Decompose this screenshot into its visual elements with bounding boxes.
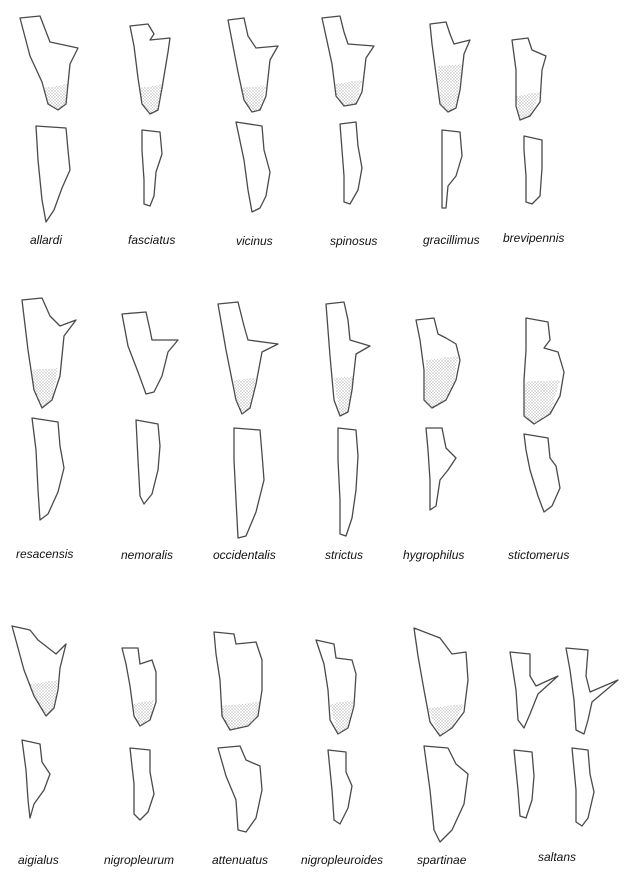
species-label: resacensis (16, 547, 74, 561)
spartinae-lower-drawing (424, 746, 468, 842)
specimen-nemoralis (121, 312, 178, 562)
nigropleurum-lower-drawing (130, 748, 154, 820)
hygrophilus-upper-stipple (424, 356, 458, 408)
aigialus-lower-drawing (22, 740, 50, 818)
specimen-occidentalis (213, 302, 278, 562)
saltans-lower-left-drawing (514, 750, 534, 818)
specimen-resacensis (16, 298, 76, 561)
hygrophilus-lower-drawing (426, 428, 456, 510)
spinosus-lower-drawing (340, 122, 362, 204)
attenuatus-lower-drawing (218, 746, 262, 832)
species-label: vicinus (236, 234, 273, 248)
nemoralis-lower-drawing (136, 420, 160, 504)
strictus-lower-drawing (338, 428, 358, 536)
species-label: saltans (538, 850, 577, 864)
stictomerus-lower-drawing (524, 434, 560, 512)
species-label: attenuatus (212, 853, 269, 867)
species-label: nemoralis (121, 548, 174, 562)
specimen-allardi (20, 16, 78, 247)
brevipennis-lower-drawing (524, 136, 542, 204)
specimen-aigialus (12, 626, 66, 867)
species-label: fasciatus (128, 233, 176, 247)
specimen-brevipennis (503, 38, 564, 245)
species-label: aigialus (18, 853, 59, 867)
species-label: strictus (325, 548, 364, 562)
allardi-lower-drawing (36, 126, 70, 222)
specimen-saltans (510, 648, 618, 864)
nigropleurum-upper-stipple (132, 700, 154, 726)
gracillimus-lower-drawing (442, 130, 462, 208)
species-label: nigropleuroides (301, 853, 384, 867)
specimen-fasciatus (128, 24, 175, 247)
saltans-upper-left-drawing (510, 652, 558, 728)
species-label: hygrophilus (403, 548, 465, 562)
species-label: spinosus (330, 234, 378, 248)
specimen-gracillimus (423, 22, 480, 247)
resacensis-lower-drawing (32, 418, 64, 520)
saltans-lower-right-drawing (572, 748, 594, 826)
nigropleuroides-lower-drawing (328, 750, 352, 824)
saltans-upper-right-drawing (566, 648, 618, 734)
specimen-hygrophilus (403, 318, 464, 562)
species-label: allardi (30, 233, 63, 247)
species-label: brevipennis (503, 231, 565, 245)
specimen-nigropleuroides (301, 640, 383, 867)
species-label: occidentalis (213, 548, 276, 562)
specimen-strictus (325, 302, 370, 562)
aigialus-upper-stipple (30, 680, 58, 716)
specimen-nigropleurum (104, 648, 174, 867)
nemoralis-upper-drawing (122, 312, 178, 394)
species-label: gracillimus (423, 233, 480, 247)
spinosus-upper-stipple (334, 80, 362, 106)
species-label: nigropleurum (104, 853, 175, 867)
fasciatus-lower-drawing (142, 130, 162, 206)
species-label: stictomerus (508, 548, 570, 562)
allardi-upper-stipple (44, 84, 68, 110)
resacensis-upper-stipple (32, 368, 58, 408)
specimen-stictomerus (508, 318, 569, 562)
occidentalis-lower-drawing (234, 428, 264, 538)
specimen-vicinus (228, 18, 278, 248)
species-label: spartinae (417, 853, 467, 867)
fasciatus-upper-stipple (140, 84, 164, 114)
attenuatus-upper-stipple (222, 702, 260, 730)
vicinus-lower-drawing (236, 122, 270, 212)
specimen-spartinae (414, 628, 468, 867)
vicinus-upper-stipple (240, 86, 266, 112)
specimen-spinosus (322, 16, 377, 248)
gracillimus-upper-stipple (438, 64, 462, 112)
specimen-attenuatus (212, 632, 268, 867)
